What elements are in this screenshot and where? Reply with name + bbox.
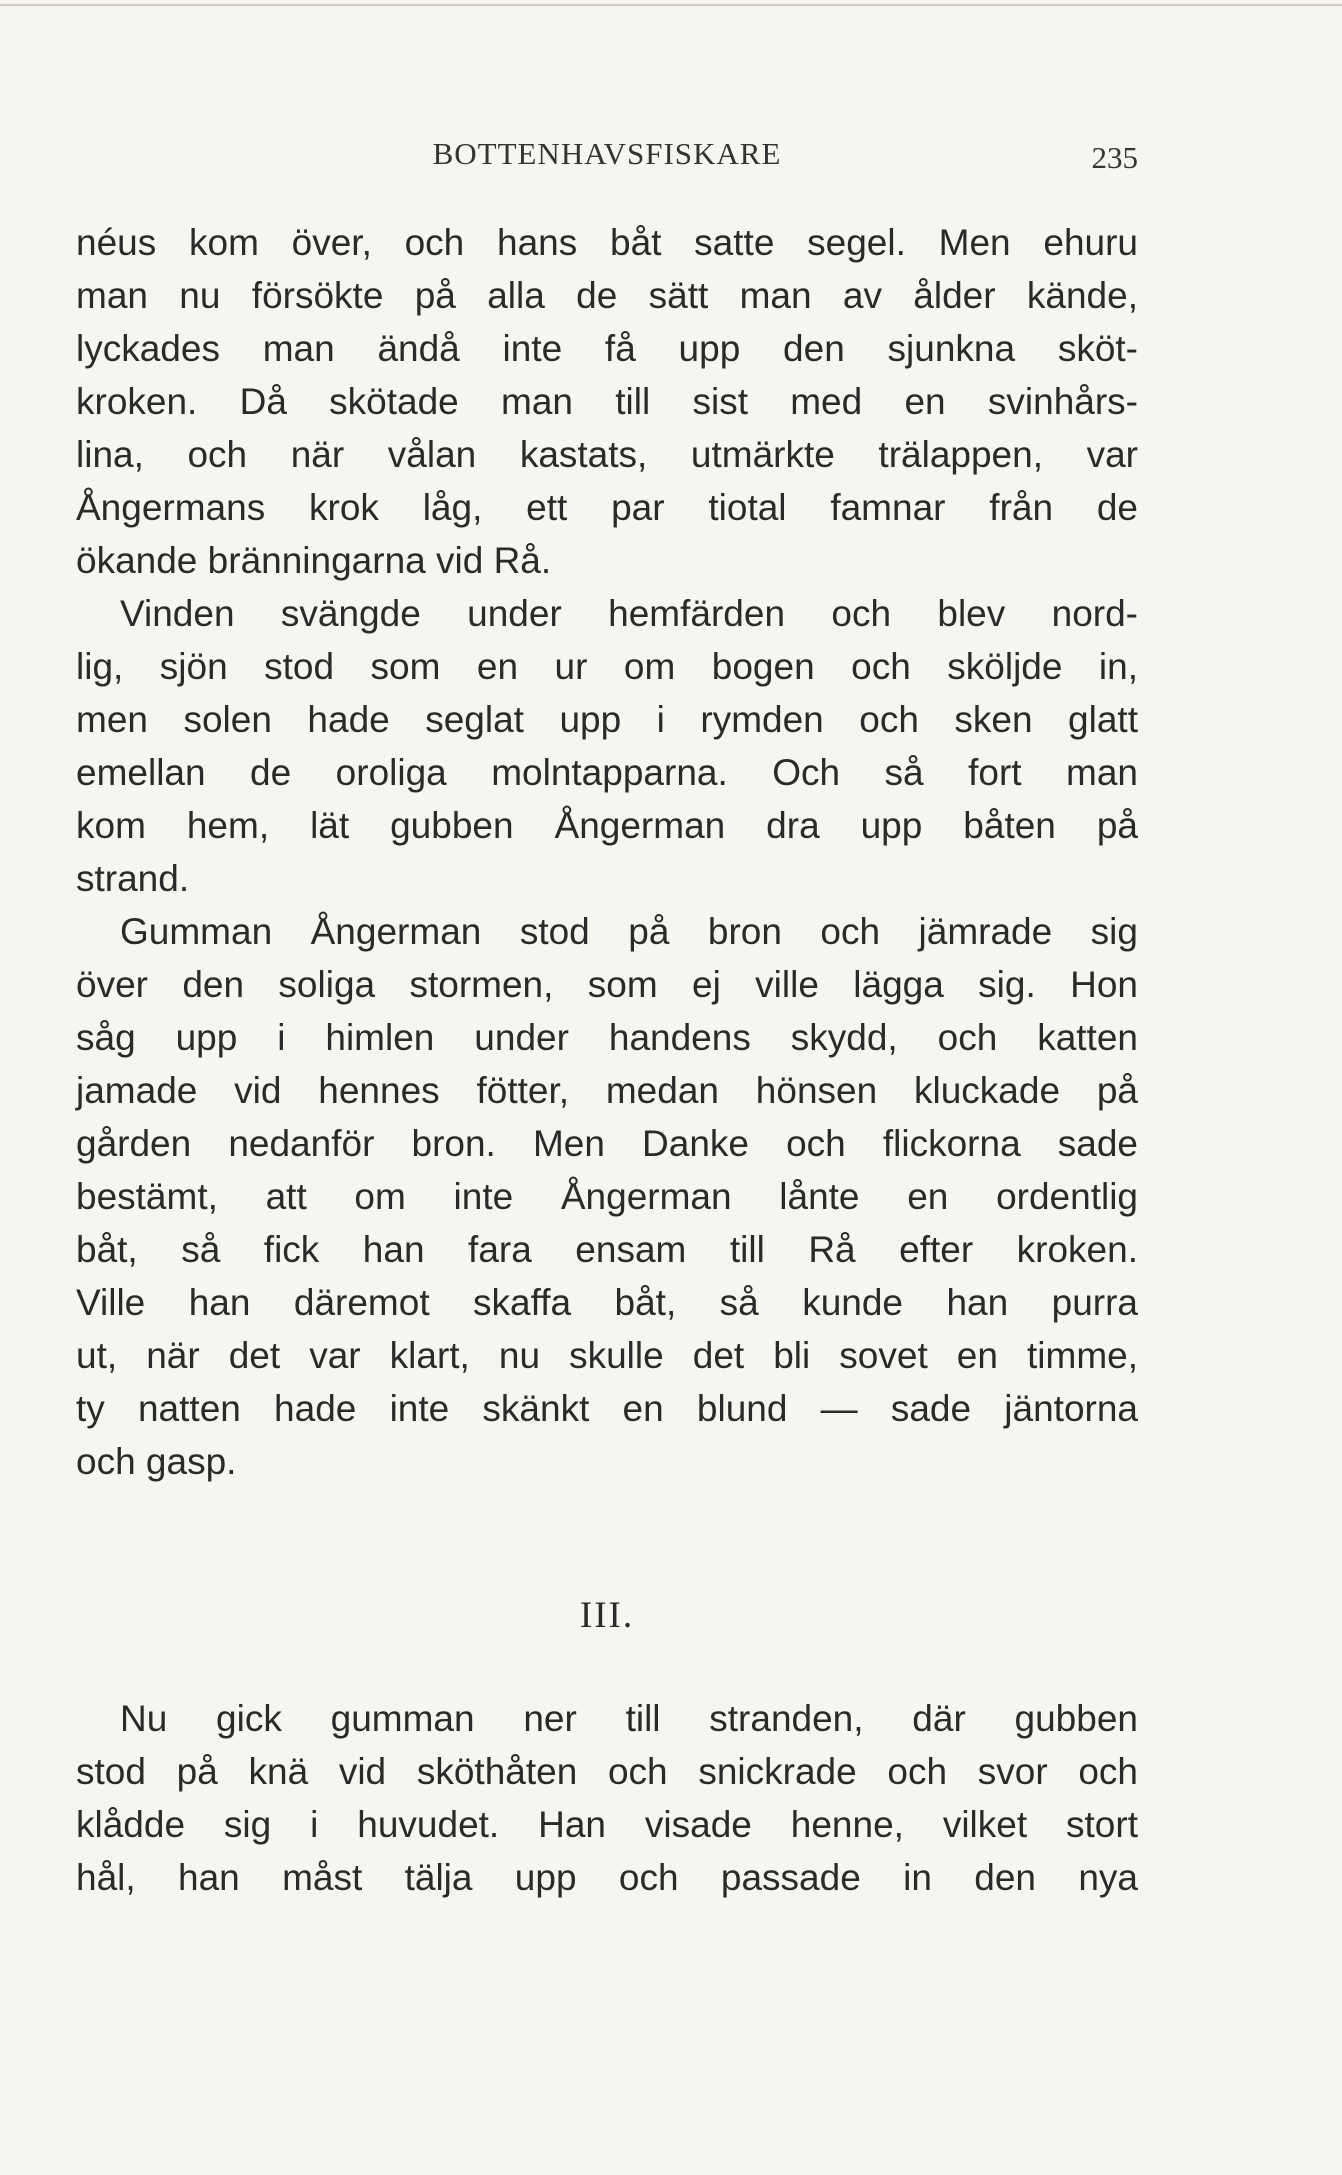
text-line: gården nedanför bron. Men Danke och flickorna sade [76,1123,1138,1164]
page-edge-rule [0,4,1342,6]
text-line: lig, sjön stod som en ur om bogen och sköljde in, [76,646,1138,687]
text-line: ty natten hade inte skänkt en blund — sade jäntorna [76,1388,1138,1429]
text-line: hål, han måst tälja upp och passade in den nya [76,1857,1138,1898]
text-line: och gasp. [76,1441,237,1482]
text-line: stod på knä vid sköthåten och snickrade och svor och [76,1751,1138,1792]
text-line: néus kom över, och hans båt satte segel. Men ehuru [76,222,1138,263]
text-line: Ångermans krok låg, ett par tiotal famnar från de [76,487,1138,528]
text-line: men solen hade seglat upp i rymden och sken glatt [76,699,1138,740]
text-line: båt, så fick han fara ensam till Rå efter kroken. [76,1229,1138,1270]
page-number: 235 [1091,140,1138,175]
text-line: emellan de oroliga molntapparna. Och så fort man [76,752,1138,793]
text-line: Nu gick gumman ner till stranden, där gubben [120,1698,1138,1739]
text-line: kroken. Då skötade man till sist med en svinhårs- [76,381,1138,422]
text-line: jamade vid hennes fötter, medan hönsen kluckade på [76,1070,1138,1111]
text-line: ökande bränningarna vid Rå. [76,540,552,581]
text-line: Vinden svängde under hemfärden och blev nord- [120,593,1138,634]
text-line: över den soliga stormen, som ej ville lägga sig. Hon [76,964,1138,1005]
text-line: ut, när det var klart, nu skulle det bli sovet en timme, [76,1335,1138,1376]
text-line: lina, och när vålan kastats, utmärkte trälappen, var [76,434,1138,475]
text-line: Gumman Ångerman stod på bron och jämrade sig [120,911,1138,952]
running-title: BOTTENHAVSFISKARE [432,136,782,171]
text-line: kom hem, lät gubben Ångerman dra upp båten på [76,805,1138,846]
running-head [76,136,1138,184]
text-line: klådde sig i huvudet. Han visade henne, vilket stort [76,1804,1138,1845]
main-text-block [76,216,1138,1488]
text-line: Ville han däremot skaffa båt, så kunde han purra [76,1282,1138,1323]
text-line: bestämt, att om inte Ångerman lånte en ordentlig [76,1176,1138,1217]
text-line: lyckades man ändå inte få upp den sjunkna sköt- [76,328,1138,369]
text-line: strand. [76,858,190,899]
text-line: såg upp i himlen under handens skydd, och katten [76,1017,1138,1058]
section-text-block [76,1692,1138,1904]
text-line: man nu försökte på alla de sätt man av ålder kände, [76,275,1138,316]
section-heading: III. [579,1595,635,1636]
